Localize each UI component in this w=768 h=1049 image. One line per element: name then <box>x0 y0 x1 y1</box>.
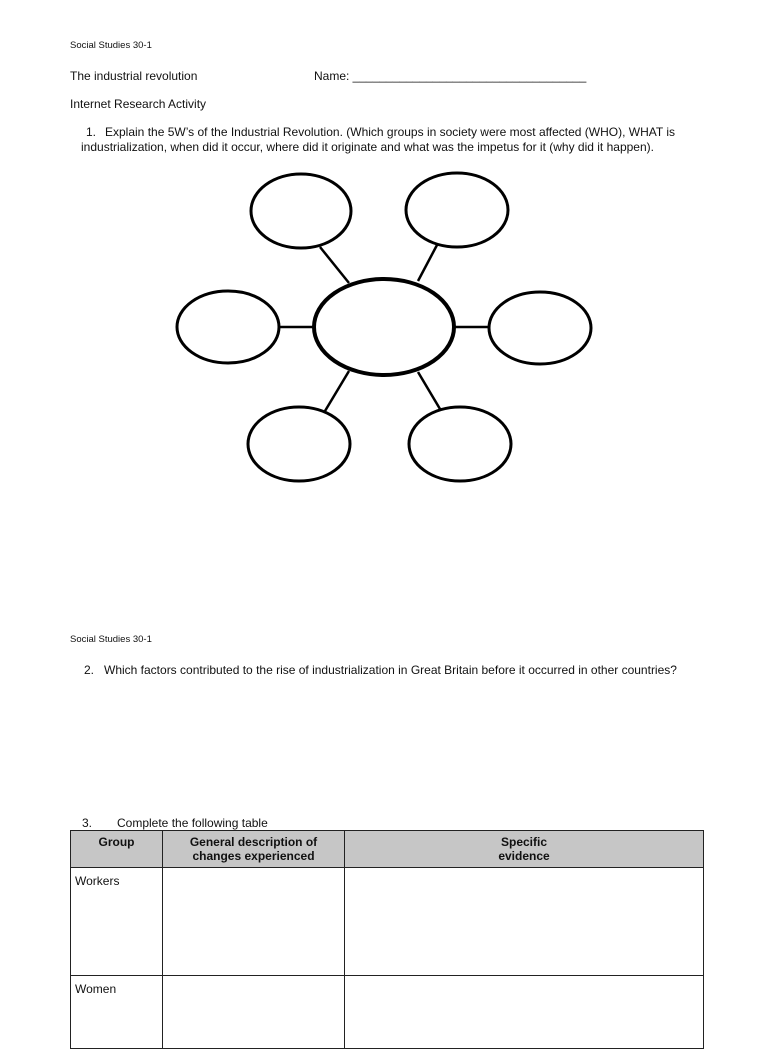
changes-table <box>70 830 704 1049</box>
bubble-top-left[interactable] <box>251 174 351 248</box>
bubble-bottom-left[interactable] <box>248 407 350 481</box>
question-3-number: 3. <box>82 816 93 830</box>
name-field[interactable]: Name: ___________________________________ <box>314 69 587 83</box>
cell-women-evidence[interactable] <box>345 976 704 1049</box>
cell-workers-description[interactable] <box>163 868 345 976</box>
question-1-line2: industrialization, when did it occur, where did it originate and what was the impetus for it (why did it happen). <box>81 140 654 154</box>
question-1-number: 1. <box>86 125 97 139</box>
course-label-page-2: Social Studies 30-1 <box>70 634 152 645</box>
bubble-right[interactable] <box>489 292 591 364</box>
connector-top-right <box>418 245 437 281</box>
bubble-bottom-right[interactable] <box>409 407 511 481</box>
cell-women-description[interactable] <box>163 976 345 1049</box>
connector-top-left <box>320 247 349 283</box>
header-group <box>71 831 163 868</box>
header-specific-evidence <box>345 831 704 868</box>
header-general-line1: General description of <box>189 835 318 849</box>
connector-bottom-left <box>325 371 349 411</box>
cell-workers-evidence[interactable] <box>345 868 704 976</box>
header-general-line2: changes experienced <box>192 849 315 863</box>
question-2-number: 2. <box>84 663 95 677</box>
header-specific-line2: evidence <box>498 849 550 863</box>
connector-bottom-right <box>418 372 440 409</box>
question-1-line1: Explain the 5W’s of the Industrial Revolution. (Which groups in society were most affected (WHO), WHAT is <box>105 125 675 139</box>
question-3-text: Complete the following table <box>117 816 268 830</box>
row-label-women: Women <box>71 976 163 1049</box>
table-row <box>71 868 704 976</box>
worksheet-title: The industrial revolution <box>70 69 198 83</box>
header-specific-line1: Specific <box>500 835 548 849</box>
course-label: Social Studies 30-1 <box>70 40 152 51</box>
center-bubble[interactable] <box>314 279 454 375</box>
row-label-workers: Workers <box>71 868 163 976</box>
bubble-left[interactable] <box>177 291 279 363</box>
table-header-row <box>71 831 704 868</box>
header-general-description <box>163 831 345 868</box>
header-group-line1: Group <box>98 835 135 849</box>
activity-label: Internet Research Activity <box>70 97 207 111</box>
table-row <box>71 976 704 1049</box>
bubble-top-right[interactable] <box>406 173 508 247</box>
question-2-text: Which factors contributed to the rise of industrialization in Great Britain before it occurred in other countries? <box>104 663 677 677</box>
